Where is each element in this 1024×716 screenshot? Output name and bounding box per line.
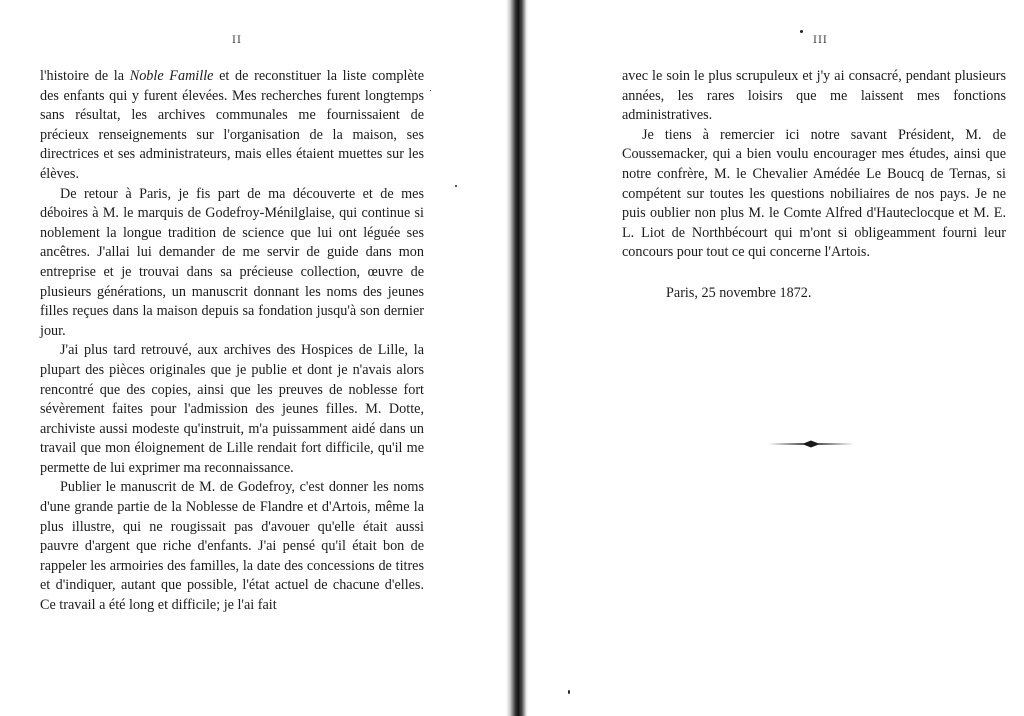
- paragraph-text: et de reconstituer la liste complète des enfants qui y furent élevées. Mes recherches furent longtemps sans résultat, les archives communales me fournissaient de précieux renseignements sur l'organisation de la maison, ses directrices et ses administrateurs, mais elles étaient muettes sur les élèves.: [40, 68, 424, 182]
- paragraph: De retour à Paris, je fis part de ma découverte et de mes déboires à M. le marquis de Godefroy-Ménilglaise, qui continue si noblement la longue tradition de science que lui ont léguée ses ancêtres. J'allai lui demander de me servir de guide dans mon entreprise et je trouvai dans sa précieuse collection, œuvre de plusieurs générations, un manuscrit donnant les noms des jeunes filles reçues dans la maison depuis sa fondation jusqu'à son dernier jour.: [40, 185, 424, 339]
- left-page-body: [40, 67, 424, 616]
- right-page: [528, 0, 1024, 716]
- page-number-left: II: [232, 35, 242, 46]
- paragraph: Publier le manuscrit de M. de Godefroy, c'est donner les noms d'une grande partie de la Noblesse de Flandre et d'Artois, même la plus illustre, qui ne rougissait pas d'avouer qu'elle était aussi pauvre d'argent que riche d'enfants. J'ai pensé qu'il était bon de rappeler les armoiries des familles, la date des concessions de titres et d'indiquer, autant que possible, l'état actuel de chacune d'elles. Ce travail a été long et difficile; je l'ai fait: [40, 479, 424, 614]
- book-gutter: [506, 0, 528, 716]
- ink-speck: [430, 90, 431, 91]
- ink-speck: [800, 30, 803, 33]
- date-signoff: Paris, 25 novembre 1872.: [666, 285, 812, 301]
- ink-speck: [568, 690, 570, 694]
- ornament-divider-icon: [768, 440, 854, 448]
- paragraph-text: l'histoire de la: [40, 68, 130, 84]
- paragraph: [40, 67, 424, 185]
- paragraph: Je tiens à remercier ici notre savant Président, M. de Coussemacker, qui a bien voulu encourager mes études, ainsi que notre confrère, M. le Chevalier Amédée Le Boucq de Ternas, si compétent sur toutes les questions nobiliaires de nos pays. Je ne puis oublier non plus M. le Comte Alfred d'Hauteclocque et M. E. L. Liot de Northbécourt qui m'ont si obligeamment fourni leur concours pour tout ce qui concerne l'Artois.: [622, 126, 1006, 261]
- ink-speck: [455, 185, 457, 187]
- italic-title: Noble Famille: [129, 68, 214, 84]
- paragraph: J'ai plus tard retrouvé, aux archives des Hospices de Lille, la plupart des pièces originales que je publie et dont je n'avais alors rencontré que des copies, ainsi que les preuves de noblesse fort sévèrement faites pour l'admission des jeunes filles. M. Dotte, archiviste aussi modeste qu'instruit, m'a puissamment aidé dans un travail que mon éloignement de Lille rendait fort difficile, qu'il me permette de lui exprimer ma reconnaissance.: [40, 342, 424, 476]
- right-page-body: [622, 67, 1006, 263]
- paragraph: avec le soin le plus scrupuleux et j'y ai consacré, pendant plusieurs années, les rares loisirs que me laissent mes fonctions administratives.: [622, 68, 1006, 124]
- page-number-right: III: [813, 35, 828, 46]
